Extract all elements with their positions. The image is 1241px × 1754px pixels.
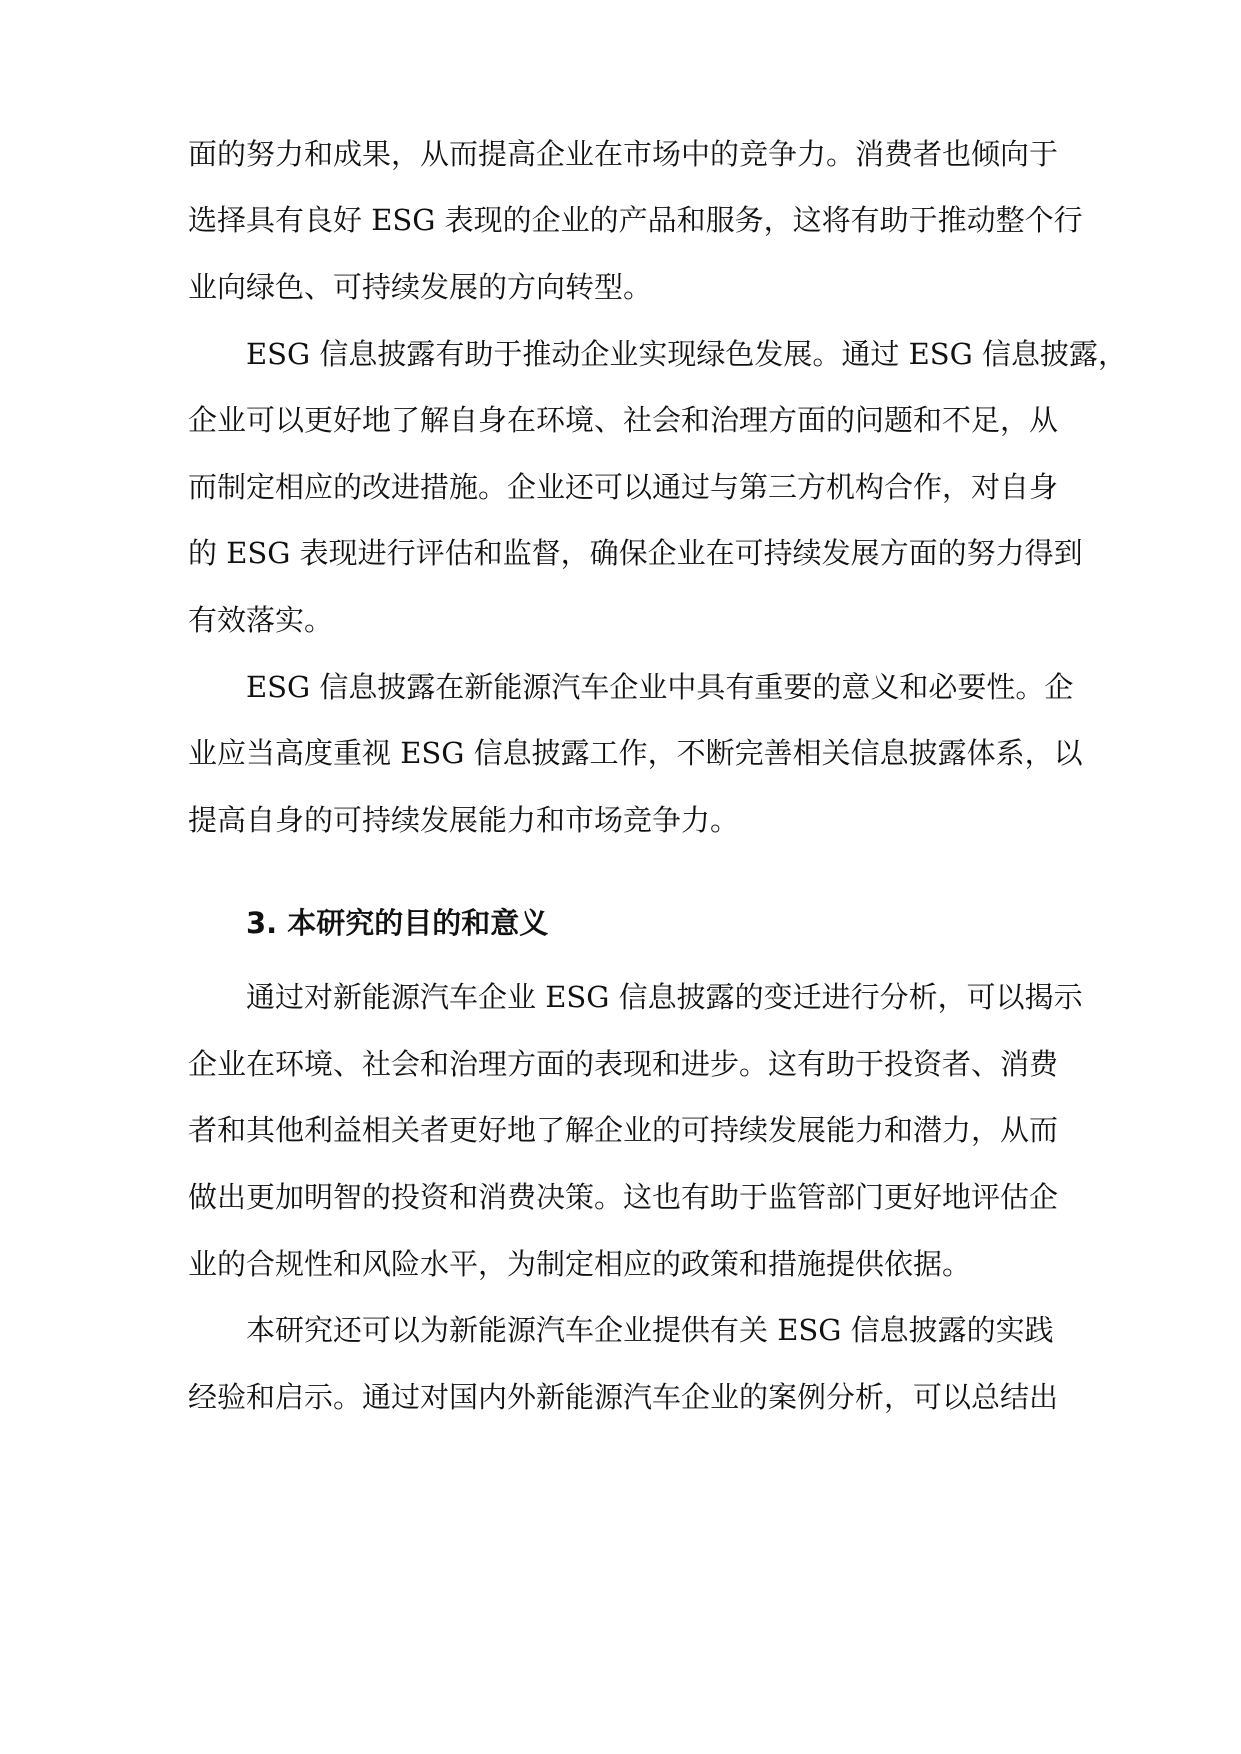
paragraph-3-line-2: 业应当高度重视 ESG 信息披露工作，不断完善相关信息披露体系，以	[188, 736, 1083, 770]
paragraph-4-line-2: 企业在环境、社会和治理方面的表现和进步。这有助于投资者、消费	[188, 1047, 1059, 1081]
paragraph-4-line-4: 做出更加明智的投资和消费决策。这也有助于监管部门更好地评估企	[188, 1180, 1059, 1214]
paragraph-5-line-1: 本研究还可以为新能源汽车企业提供有关 ESG 信息披露的实践	[246, 1313, 1054, 1347]
paragraph-3-line-1: ESG 信息披露在新能源汽车企业中具有重要的意义和必要性。企	[246, 670, 1074, 704]
paragraph-4-line-5: 业的合规性和风险水平，为制定相应的政策和措施提供依据。	[188, 1247, 972, 1281]
paragraph-2-line-2: 企业可以更好地了解自身在环境、社会和治理方面的问题和不足，从	[188, 403, 1059, 437]
section-heading: 3. 本研究的目的和意义	[246, 906, 549, 940]
paragraph-1-line-1: 面的努力和成果，从而提高企业在市场中的竞争力。消费者也倾向于	[188, 137, 1059, 171]
paragraph-2-line-4: 的 ESG 表现进行评估和监督，确保企业在可持续发展方面的努力得到	[188, 536, 1083, 570]
paragraph-1-line-2: 选择具有良好 ESG 表现的企业的产品和服务，这将有助于推动整个行	[188, 203, 1083, 237]
paragraph-3-line-3: 提高自身的可持续发展能力和市场竞争力。	[188, 803, 740, 837]
paragraph-2-line-3: 而制定相应的改进措施。企业还可以通过与第三方机构合作，对自身	[188, 470, 1059, 504]
paragraph-2-line-5: 有效落实。	[188, 603, 334, 637]
paragraph-4-line-3: 者和其他利益相关者更好地了解企业的可持续发展能力和潜力，从而	[188, 1113, 1059, 1147]
paragraph-2-line-1: ESG 信息披露有助于推动企业实现绿色发展。通过 ESG 信息披露，	[246, 337, 1128, 371]
paragraph-4-line-1: 通过对新能源汽车企业 ESG 信息披露的变迁进行分析，可以揭示	[246, 980, 1083, 1014]
paragraph-5-line-2: 经验和启示。通过对国内外新能源汽车企业的案例分析，可以总结出	[188, 1380, 1059, 1414]
paragraph-1-line-3: 业向绿色、可持续发展的方向转型。	[188, 270, 653, 304]
